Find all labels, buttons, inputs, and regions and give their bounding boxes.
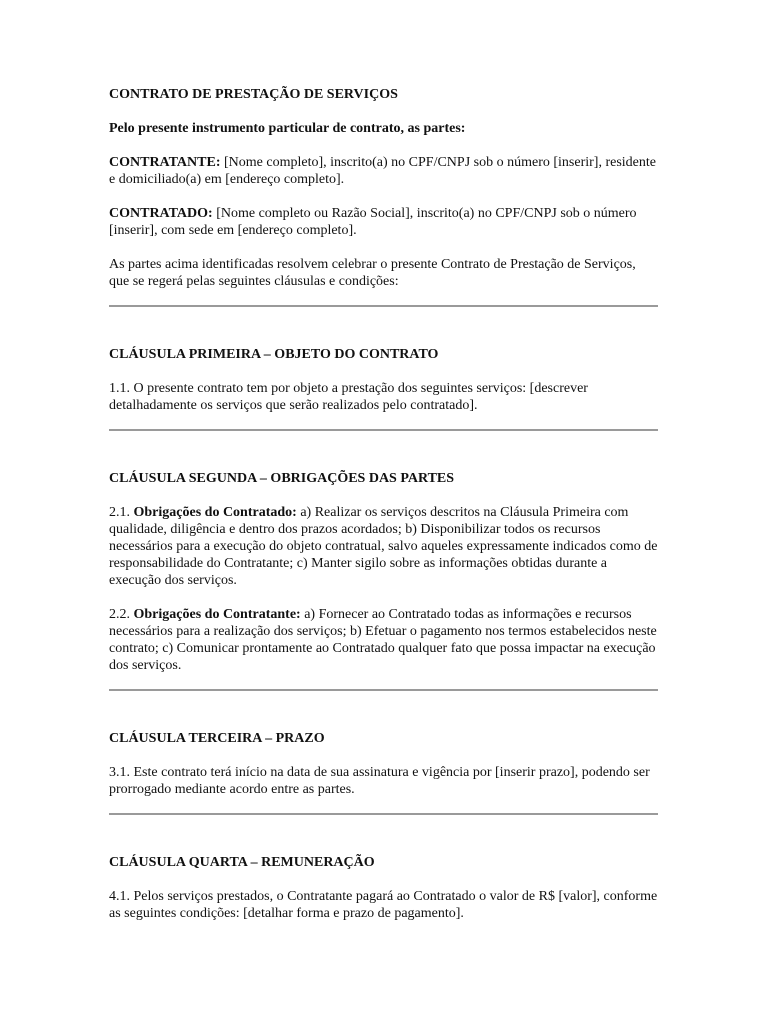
clause-2-2-paragraph <box>109 606 658 674</box>
contratado-label: CONTRATADO: <box>109 206 213 221</box>
contratado-paragraph <box>109 205 658 239</box>
clause-3-heading: CLÁUSULA TERCEIRA – PRAZO <box>109 731 325 746</box>
intro-paragraph: Pelo presente instrumento particular de contrato, as partes: <box>109 121 466 136</box>
contratado-text: [Nome completo ou Razão Social], inscrito(a) no CPF/CNPJ sob o número [inserir], com sede em [endereço completo]. <box>109 206 637 238</box>
section-divider <box>109 689 658 691</box>
clause-2-2-text: a) Fornecer ao Contratado todas as informações e recursos necessários para a realização dos serviços; b) Efetuar o pagamento nos termos estabelecidos neste contrato; c) Comunicar prontamente ao Contratado qualquer fato que possa impactar na execução dos serviços. <box>109 607 657 673</box>
document-title: CONTRATO DE PRESTAÇÃO DE SERVIÇOS <box>109 87 398 102</box>
clause-4-paragraph: 4.1. Pelos serviços prestados, o Contratante pagará ao Contratado o valor de R$ [valor], conforme as seguintes condições: [detalhar forma e prazo de pagamento]. <box>109 889 658 921</box>
clause-2-2-number: 2.2. <box>109 607 134 622</box>
clause-2-1-paragraph <box>109 504 658 589</box>
clause-2-2-label: Obrigações do Contratante: <box>133 607 301 622</box>
clause-1-paragraph: 1.1. O presente contrato tem por objeto a prestação dos seguintes serviços: [descrever detalhadamente os serviços que serão realizados pelo contratado]. <box>109 381 588 413</box>
contratante-paragraph <box>109 154 658 188</box>
section-divider <box>109 813 658 815</box>
clause-1-heading: CLÁUSULA PRIMEIRA – OBJETO DO CONTRATO <box>109 347 439 362</box>
clause-2-1-label: Obrigações do Contratado: <box>133 505 297 520</box>
preamble-paragraph: As partes acima identificadas resolvem celebrar o presente Contrato de Prestação de Serviços, que se regerá pelas seguintes cláusulas e condições: <box>109 257 636 289</box>
clause-2-1-number: 2.1. <box>109 505 134 520</box>
clause-2-1-text: a) Realizar os serviços descritos na Cláusula Primeira com qualidade, diligência e dentro dos prazos acordados; b) Disponibilizar todos os recursos necessários para a execução do objeto contratual, salvo aqueles expressamente indicados como de responsabilidade do Contratante; c) Manter sigilo sobre as informações obtidas durante a execução dos serviços. <box>109 505 658 588</box>
section-divider <box>109 305 658 307</box>
contratante-label: CONTRATANTE: <box>109 155 221 170</box>
document-page <box>109 86 658 939</box>
contratante-text: [Nome completo], inscrito(a) no CPF/CNPJ sob o número [inserir], residente e domiciliado(a) em [endereço completo]. <box>109 155 656 187</box>
section-divider <box>109 429 658 431</box>
clause-4-heading: CLÁUSULA QUARTA – REMUNERAÇÃO <box>109 855 375 870</box>
clause-2-heading: CLÁUSULA SEGUNDA – OBRIGAÇÕES DAS PARTES <box>109 471 455 486</box>
clause-3-paragraph: 3.1. Este contrato terá início na data de sua assinatura e vigência por [inserir prazo], podendo ser prorrogado mediante acordo entre as partes. <box>109 765 650 797</box>
